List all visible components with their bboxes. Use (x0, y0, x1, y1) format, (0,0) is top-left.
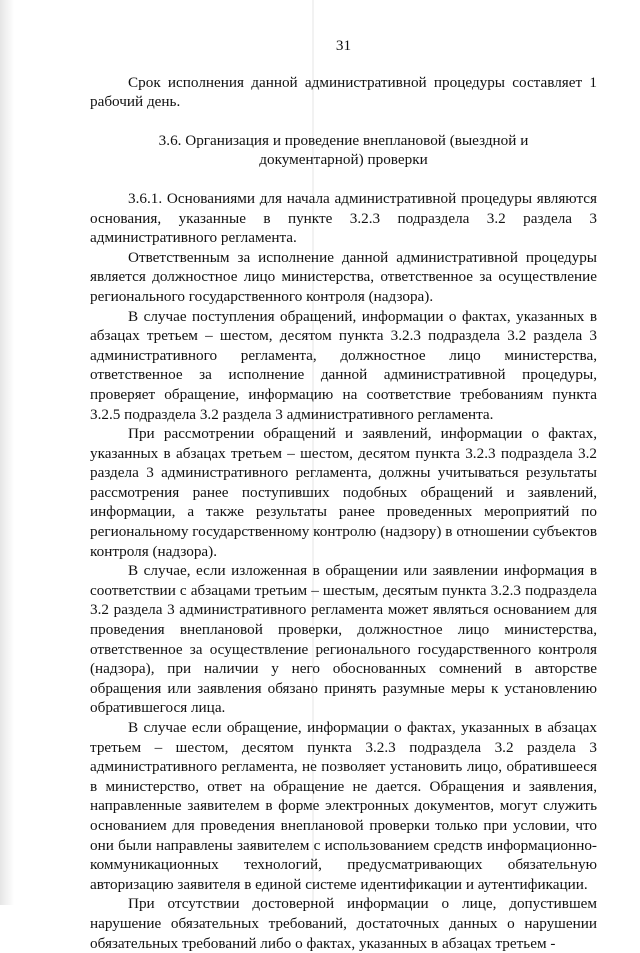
paragraph-3-6-1: 3.6.1. Основаниями для начала административной процедуры являются основания, указанные в пункте 3.2.3 подраздела 3.2 раздела 3 административного регламента. (90, 189, 597, 247)
paragraph-anonymous: В случае если обращение, информации о фактах, указанных в абзацах третьем – шестом, десятом пункта 3.2.3 подраздела 3.2 раздела 3 административного регламента, не позволяет установить лицо, обратившееся в министерство, ответ на обращение не дается. Обращения и заявления, направленные заявителем в форме электронных документов, могут служить основанием для проведения внеплановой проверки только при условии, что они были направлены заявителем с использованием средств информационно-коммуникационных технологий, предусматривающих обязательную авторизацию заявителя в единой системе идентификации и аутентификации. (90, 719, 597, 893)
intro-paragraph: Срок исполнения данной административной процедуры составляет 1 рабочий день. (90, 73, 597, 111)
section-heading: 3.6. Организация и проведение внеплановой (выездной и документарной) проверки (158, 131, 529, 169)
paragraph-receipt: В случае поступления обращений, информации о фактах, указанных в абзацах третьем – шестом, десятом пункта 3.2.3 подраздела 3.2 раздела 3 административного регламента, должностное лицо министерства, ответственное за исполнение данной административной процедуры, проверяет обращение, информацию на соответствие требованиям пункта 3.2.5 подраздела 3.2 раздела 3 административного регламента. (90, 307, 597, 423)
paragraph-absence: При отсутствии достоверной информации о лице, допустившем нарушение обязательных требований, достаточных данных о нарушении обязательных требований либо о фактах, указанных в абзацах третьем - (90, 895, 597, 952)
paragraph-authorship: В случае, если изложенная в обращении или заявлении информация в соответствии с абзацами третьим – шестым, десятым пункта 3.2.3 подраздела 3.2 раздела 3 административного регламента может являться основанием для проведения внеплановой проверки, должностное лицо министерства, ответственное за осуществление регионального государственного контроля (надзора), при наличии у него обоснованных сомнений в авторстве обращения или заявления обязано принять разумные меры к установлению обратившегося лица. (90, 562, 597, 717)
page-number: 31 (335, 37, 352, 54)
paragraph-review: При рассмотрении обращений и заявлений, информации о фактах, указанных в абзацах третьем – шестом, десятом пункта 3.2.3 подраздела 3.2 раздела 3 административного регламента, должны учитываться результаты рассмотрения ранее поступивших подобных обращений и заявлений, информации, а также результаты ранее проведенных мероприятий по региональному государственному контролю (надзору) в отношении субъектов контроля (надзора). (90, 425, 597, 560)
document-body (90, 36, 597, 953)
scan-shadow (0, 0, 14, 905)
paragraph-responsible: Ответственным за исполнение данной административной процедуры является должностное лицо министерства, ответственное за осуществление регионального государственного контроля (надзора). (90, 248, 597, 305)
